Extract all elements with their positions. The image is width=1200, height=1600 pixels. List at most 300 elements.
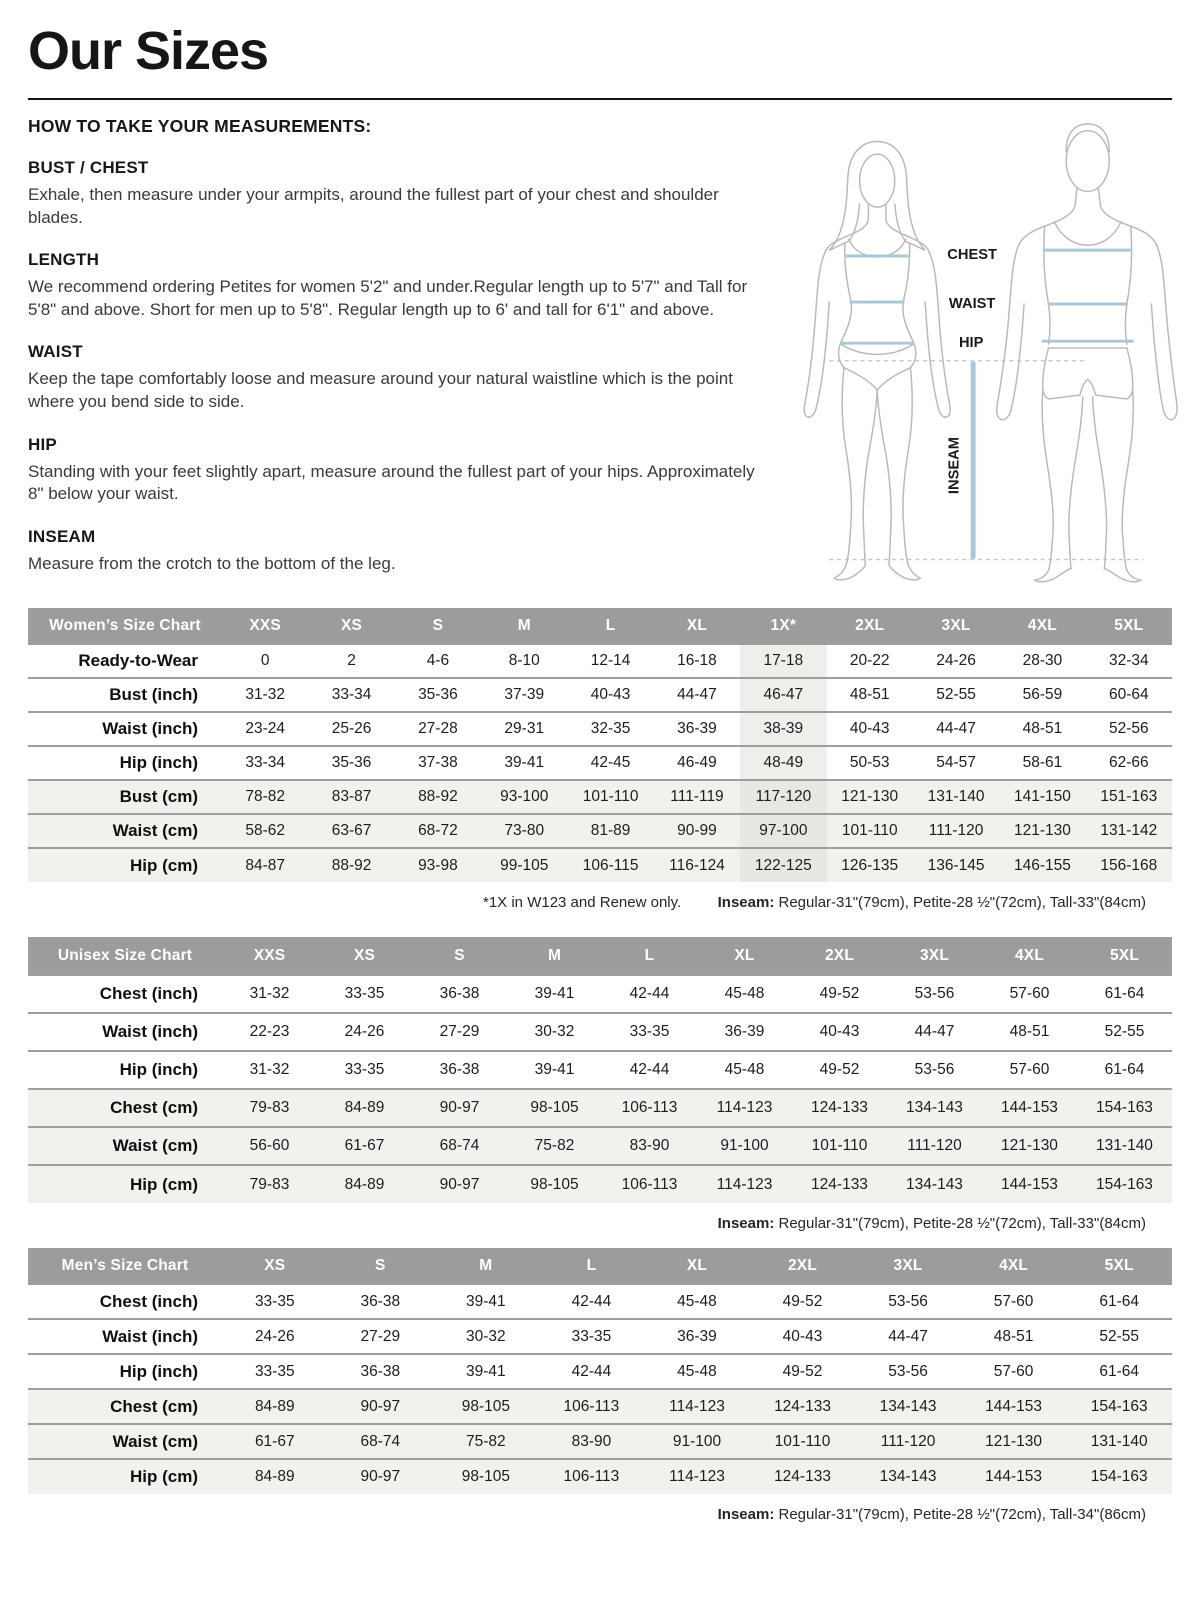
inseam-note [718,1215,1172,1232]
size-column-header: 2XL [827,608,913,644]
size-value-cell: 53-56 [855,1354,961,1389]
size-value-cell: 84-87 [222,848,308,882]
size-value-cell: 114-123 [644,1389,750,1424]
size-value-cell: 57-60 [982,1051,1077,1089]
section-title-hip: HIP [28,434,57,454]
size-column-header: 4XL [999,608,1085,644]
size-value-cell: 32-34 [1086,644,1172,678]
size-value-cell: 24-26 [913,644,999,678]
measurement-instructions [28,116,780,586]
size-value-cell: 42-45 [567,746,653,780]
size-value-cell: 24-26 [317,1013,412,1051]
section-text-hip: Standing with your feet slightly apart, measure around the fullest part of your hips. Approximately 8" below your waist. [28,461,755,504]
body-figures-illustration [780,116,1180,586]
size-value-cell: 33-35 [317,975,412,1013]
size-value-cell: 121-130 [961,1424,1067,1459]
size-value-cell: 151-163 [1086,780,1172,814]
row-label: Hip (cm) [28,848,222,882]
size-column-header: M [507,937,602,975]
size-value-cell: 131-142 [1086,814,1172,848]
size-value-cell: 75-82 [507,1127,602,1165]
inseam-note-label: Inseam: [717,894,775,911]
unisex-size-chart [28,937,1172,1232]
size-value-cell: 68-74 [328,1424,434,1459]
size-value-cell: 57-60 [961,1354,1067,1389]
row-label: Waist (inch) [28,1013,222,1051]
size-value-cell: 114-123 [697,1089,792,1127]
inseam-note-text: Regular-31"(79cm), Petite-28 ½"(72cm), Tall-33"(84cm) [774,894,1146,911]
size-value-cell: 111-119 [654,780,740,814]
size-value-cell: 36-39 [644,1319,750,1354]
size-value-cell: 68-72 [395,814,481,848]
size-value-cell: 144-153 [982,1165,1077,1203]
size-value-cell: 42-44 [539,1354,645,1389]
size-column-header: M [433,1248,539,1284]
size-value-cell: 54-57 [913,746,999,780]
size-value-cell: 39-41 [507,1051,602,1089]
row-label: Hip (inch) [28,1051,222,1089]
size-value-cell: 101-110 [827,814,913,848]
measurement-row [28,975,1172,1013]
size-value-cell: 106-113 [602,1089,697,1127]
size-value-cell: 84-89 [317,1089,412,1127]
size-value-cell: 61-64 [1066,1284,1172,1319]
size-value-cell: 39-41 [433,1354,539,1389]
measurement-row [28,678,1172,712]
size-value-cell: 121-130 [982,1127,1077,1165]
table-footnote [28,1215,1172,1232]
size-value-cell: 31-32 [222,975,317,1013]
hip-label: HIP [958,335,984,352]
measurement-row [28,1389,1172,1424]
size-value-cell: 111-120 [887,1127,982,1165]
size-value-cell: 90-99 [654,814,740,848]
row-label: Hip (inch) [28,746,222,780]
size-value-cell: 88-92 [308,848,394,882]
size-value-cell: 49-52 [792,1051,887,1089]
header-row [28,937,1172,975]
size-column-header: 3XL [913,608,999,644]
size-value-cell: 61-64 [1077,1051,1172,1089]
size-value-cell: 78-82 [222,780,308,814]
inseam-note-text: Regular-31"(79cm), Petite-28 ½"(72cm), Tall-33"(84cm) [774,1215,1146,1232]
size-value-cell: 57-60 [961,1284,1067,1319]
measurement-row [28,1459,1172,1494]
size-value-cell: 8-10 [481,644,567,678]
waist-label: WAIST [948,295,996,312]
size-value-cell: 126-135 [827,848,913,882]
size-value-cell: 98-105 [433,1459,539,1494]
male-figure [997,124,1177,582]
size-value-cell: 81-89 [567,814,653,848]
size-column-header: 4XL [961,1248,1067,1284]
row-label: Ready-to-Wear [28,644,222,678]
size-value-cell: 22-23 [222,1013,317,1051]
size-value-cell: 44-47 [855,1319,961,1354]
size-value-cell: 61-64 [1066,1354,1172,1389]
size-value-cell: 48-51 [961,1319,1067,1354]
size-value-cell: 42-44 [602,975,697,1013]
size-value-cell: 106-113 [539,1389,645,1424]
size-value-cell: 48-51 [827,678,913,712]
measurement-guide-section [28,116,1172,586]
size-value-cell: 111-120 [913,814,999,848]
size-value-cell: 0 [222,644,308,678]
size-value-cell: 42-44 [539,1284,645,1319]
measurement-row [28,1424,1172,1459]
footnote-asterisk-note: *1X in W123 and Renew only. [483,894,682,911]
size-value-cell: 93-98 [395,848,481,882]
inseam-note-text: Regular-31"(79cm), Petite-28 ½"(72cm), Tall-34"(86cm) [774,1506,1146,1523]
size-value-cell: 25-26 [308,712,394,746]
row-label: Hip (inch) [28,1354,222,1389]
size-value-cell: 90-97 [412,1089,507,1127]
size-value-cell: 48-51 [999,712,1085,746]
size-value-cell: 98-105 [433,1389,539,1424]
inseam-note [718,1506,1172,1523]
header-row [28,1248,1172,1284]
size-column-header: XL [654,608,740,644]
size-value-cell: 106-115 [567,848,653,882]
size-value-cell: 45-48 [644,1284,750,1319]
size-value-cell: 17-18 [740,644,826,678]
size-value-cell: 131-140 [913,780,999,814]
size-column-header: XS [308,608,394,644]
size-value-cell: 83-87 [308,780,394,814]
size-value-cell: 50-53 [827,746,913,780]
size-value-cell: 35-36 [395,678,481,712]
size-value-cell: 146-155 [999,848,1085,882]
size-value-cell: 144-153 [982,1089,1077,1127]
size-value-cell: 36-38 [328,1354,434,1389]
size-value-cell: 45-48 [697,975,792,1013]
inseam-note [718,894,1172,911]
size-value-cell: 144-153 [961,1459,1067,1494]
size-value-cell: 131-140 [1077,1127,1172,1165]
size-value-cell: 156-168 [1086,848,1172,882]
size-value-cell: 124-133 [792,1165,887,1203]
size-value-cell: 63-67 [308,814,394,848]
size-column-header: L [567,608,653,644]
size-value-cell: 30-32 [507,1013,602,1051]
size-value-cell: 84-89 [222,1459,328,1494]
size-value-cell: 83-90 [602,1127,697,1165]
size-value-cell: 39-41 [433,1284,539,1319]
size-value-cell: 134-143 [855,1389,961,1424]
size-column-header: XL [697,937,792,975]
measurement-row [28,644,1172,678]
size-value-cell: 40-43 [567,678,653,712]
size-value-cell: 61-64 [1077,975,1172,1013]
size-value-cell: 36-38 [328,1284,434,1319]
size-value-cell: 45-48 [644,1354,750,1389]
size-column-header: XXS [222,608,308,644]
size-value-cell: 61-67 [222,1424,328,1459]
size-value-cell: 134-143 [887,1089,982,1127]
size-value-cell: 37-39 [481,678,567,712]
size-value-cell: 91-100 [697,1127,792,1165]
size-value-cell: 134-143 [855,1459,961,1494]
size-value-cell: 35-36 [308,746,394,780]
size-value-cell: 16-18 [654,644,740,678]
measurement-row [28,746,1172,780]
size-value-cell: 48-51 [982,1013,1077,1051]
size-column-header: S [328,1248,434,1284]
size-column-header: 5XL [1086,608,1172,644]
size-value-cell: 46-47 [740,678,826,712]
size-value-cell: 29-31 [481,712,567,746]
measurement-row [28,1284,1172,1319]
size-column-header: 4XL [982,937,1077,975]
size-value-cell: 98-105 [507,1089,602,1127]
mens-size-chart [28,1248,1172,1523]
section-text-inseam: Measure from the crotch to the bottom of the leg. [28,553,396,573]
size-value-cell: 90-97 [412,1165,507,1203]
size-value-cell: 44-47 [654,678,740,712]
size-value-cell: 44-47 [913,712,999,746]
size-value-cell: 62-66 [1086,746,1172,780]
size-value-cell: 4-6 [395,644,481,678]
size-column-header: XS [317,937,412,975]
size-value-cell: 27-29 [412,1013,507,1051]
size-value-cell: 39-41 [507,975,602,1013]
page-title: Our Sizes [28,21,269,81]
size-value-cell: 12-14 [567,644,653,678]
size-value-cell: 31-32 [222,678,308,712]
size-value-cell: 114-123 [644,1459,750,1494]
size-value-cell: 154-163 [1066,1389,1172,1424]
size-value-cell: 33-35 [602,1013,697,1051]
size-value-cell: 136-145 [913,848,999,882]
womens-table [28,608,1172,882]
size-column-header: 5XL [1066,1248,1172,1284]
womens-size-chart [28,608,1172,911]
size-value-cell: 36-39 [697,1013,792,1051]
size-value-cell: 53-56 [887,975,982,1013]
size-value-cell: 114-123 [697,1165,792,1203]
size-value-cell: 28-30 [999,644,1085,678]
size-value-cell: 36-38 [412,1051,507,1089]
size-value-cell: 58-62 [222,814,308,848]
size-value-cell: 121-130 [999,814,1085,848]
size-value-cell: 31-32 [222,1051,317,1089]
size-value-cell: 154-163 [1077,1165,1172,1203]
size-value-cell: 93-100 [481,780,567,814]
measurement-diagram [780,116,1180,586]
size-value-cell: 91-100 [644,1424,750,1459]
size-column-header: 3XL [887,937,982,975]
size-value-cell: 75-82 [433,1424,539,1459]
size-column-header: S [412,937,507,975]
size-value-cell: 154-163 [1077,1089,1172,1127]
size-value-cell: 122-125 [740,848,826,882]
size-value-cell: 56-59 [999,678,1085,712]
section-text-length: We recommend ordering Petites for women 5'2" and under.Regular length up to 5'7" and Tall for 5'8" and above. Short for men up to 5'8". Regular length up to 6' and tall for 6'1" and above. [28,277,748,319]
size-column-header: 1X* [740,608,826,644]
size-value-cell: 52-55 [1066,1319,1172,1354]
row-label: Waist (inch) [28,712,222,746]
size-value-cell: 33-34 [222,746,308,780]
size-value-cell: 46-49 [654,746,740,780]
row-label: Hip (cm) [28,1459,222,1494]
size-column-header: 5XL [1077,937,1172,975]
size-value-cell: 124-133 [750,1389,856,1424]
size-value-cell: 57-60 [982,975,1077,1013]
section-title-waist: WAIST [28,342,83,362]
section-title-length: LENGTH [28,250,100,270]
size-column-header: XXS [222,937,317,975]
size-value-cell: 116-124 [654,848,740,882]
row-label: Hip (cm) [28,1165,222,1203]
inseam-note-label: Inseam: [717,1506,775,1523]
size-value-cell: 84-89 [222,1389,328,1424]
size-column-header: L [602,937,697,975]
size-value-cell: 141-150 [999,780,1085,814]
section-text-waist: Keep the tape comfortably loose and measure around your natural waistline which is the point where you bend side to side. [28,369,733,412]
size-value-cell: 79-83 [222,1165,317,1203]
row-label: Chest (inch) [28,1284,222,1319]
size-value-cell: 101-110 [567,780,653,814]
size-value-cell: 38-39 [740,712,826,746]
size-value-cell: 33-34 [308,678,394,712]
size-column-header: S [395,608,481,644]
measurement-row [28,1013,1172,1051]
size-value-cell: 42-44 [602,1051,697,1089]
row-label: Bust (cm) [28,780,222,814]
measurement-row [28,814,1172,848]
row-label: Waist (inch) [28,1319,222,1354]
size-value-cell: 20-22 [827,644,913,678]
size-column-header: XL [644,1248,750,1284]
unisex-table [28,937,1172,1203]
measurement-row [28,1354,1172,1389]
size-value-cell: 101-110 [792,1127,887,1165]
row-label: Waist (cm) [28,814,222,848]
section-title-bust-chest: BUST / CHEST [28,158,149,177]
measurement-row [28,1319,1172,1354]
row-label: Chest (cm) [28,1089,222,1127]
table-title: Women’s Size Chart [28,608,222,644]
measurement-row [28,712,1172,746]
table-title: Unisex Size Chart [28,937,222,975]
size-value-cell: 144-153 [961,1389,1067,1424]
size-value-cell: 134-143 [887,1165,982,1203]
size-value-cell: 40-43 [827,712,913,746]
size-value-cell: 45-48 [697,1051,792,1089]
table-title: Men’s Size Chart [28,1248,222,1284]
size-value-cell: 44-47 [887,1013,982,1051]
size-column-header: 2XL [750,1248,856,1284]
size-value-cell: 40-43 [750,1319,856,1354]
mens-table [28,1248,1172,1494]
size-value-cell: 49-52 [750,1354,856,1389]
size-value-cell: 39-41 [481,746,567,780]
size-value-cell: 101-110 [750,1424,856,1459]
size-value-cell: 97-100 [740,814,826,848]
inseam-label: INSEAM [946,437,963,495]
size-value-cell: 37-38 [395,746,481,780]
size-value-cell: 60-64 [1086,678,1172,712]
size-value-cell: 30-32 [433,1319,539,1354]
inseam-note-label: Inseam: [717,1215,775,1232]
measurement-row [28,780,1172,814]
size-value-cell: 53-56 [887,1051,982,1089]
size-value-cell: 52-56 [1086,712,1172,746]
size-value-cell: 99-105 [481,848,567,882]
size-value-cell: 49-52 [750,1284,856,1319]
measurement-row [28,1089,1172,1127]
row-label: Waist (cm) [28,1424,222,1459]
measurement-row [28,1127,1172,1165]
size-column-header: 3XL [855,1248,961,1284]
size-value-cell: 121-130 [827,780,913,814]
size-value-cell: 106-113 [539,1459,645,1494]
how-to-heading: HOW TO TAKE YOUR MEASUREMENTS: [28,116,372,136]
size-value-cell: 49-52 [792,975,887,1013]
size-value-cell: 124-133 [750,1459,856,1494]
size-value-cell: 2 [308,644,394,678]
size-value-cell: 33-35 [539,1319,645,1354]
row-label: Chest (inch) [28,975,222,1013]
size-value-cell: 33-35 [222,1354,328,1389]
size-value-cell: 131-140 [1066,1424,1172,1459]
size-value-cell: 111-120 [855,1424,961,1459]
table-footnote [28,1506,1172,1523]
size-value-cell: 73-80 [481,814,567,848]
size-value-cell: 24-26 [222,1319,328,1354]
size-value-cell: 154-163 [1066,1459,1172,1494]
table-footnote [28,894,1172,911]
section-title-inseam: INSEAM [28,526,96,546]
size-value-cell: 124-133 [792,1089,887,1127]
measurement-row [28,1051,1172,1089]
size-value-cell: 32-35 [567,712,653,746]
size-value-cell: 33-35 [317,1051,412,1089]
size-value-cell: 48-49 [740,746,826,780]
size-value-cell: 53-56 [855,1284,961,1319]
size-value-cell: 117-120 [740,780,826,814]
size-value-cell: 56-60 [222,1127,317,1165]
header-row [28,608,1172,644]
row-label: Chest (cm) [28,1389,222,1424]
size-value-cell: 61-67 [317,1127,412,1165]
size-value-cell: 36-39 [654,712,740,746]
size-column-header: 2XL [792,937,887,975]
size-value-cell: 23-24 [222,712,308,746]
size-column-header: L [539,1248,645,1284]
size-value-cell: 58-61 [999,746,1085,780]
chest-label: CHEST [947,246,998,263]
size-value-cell: 27-28 [395,712,481,746]
size-tables [28,608,1172,1523]
row-label: Waist (cm) [28,1127,222,1165]
size-value-cell: 84-89 [317,1165,412,1203]
row-label: Bust (inch) [28,678,222,712]
size-value-cell: 33-35 [222,1284,328,1319]
measurement-row [28,1165,1172,1203]
size-value-cell: 36-38 [412,975,507,1013]
size-value-cell: 79-83 [222,1089,317,1127]
size-value-cell: 98-105 [507,1165,602,1203]
size-value-cell: 52-55 [1077,1013,1172,1051]
size-value-cell: 90-97 [328,1389,434,1424]
size-value-cell: 52-55 [913,678,999,712]
section-text-bust-chest: Exhale, then measure under your armpits, around the fullest part of your chest and shoulder blades. [28,185,719,227]
size-value-cell: 68-74 [412,1127,507,1165]
size-value-cell: 27-29 [328,1319,434,1354]
measurement-row [28,848,1172,882]
size-value-cell: 40-43 [792,1013,887,1051]
